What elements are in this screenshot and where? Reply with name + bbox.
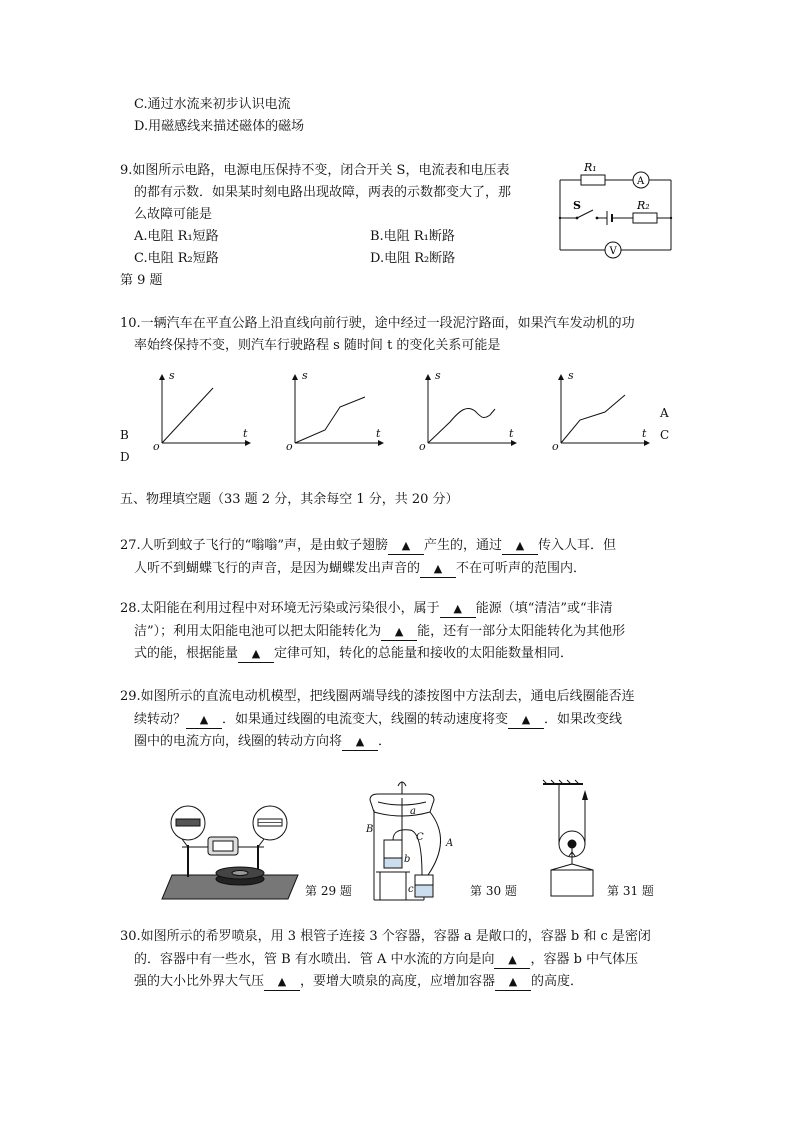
q27-text-5: 不在可听声的范围内． [456,560,587,576]
q29-text-5: 圈中的电流方向，线圈的转动方向将 [134,734,343,749]
q28 [120,598,680,666]
fountain-label-c: c [408,884,414,895]
q9-r2-label: R₂ [637,199,650,212]
q27-blank-3[interactable]: ▲ [420,561,456,578]
q9-caption: 第 9 题 [120,273,163,288]
fountain-label-A: A [446,838,454,849]
q10-label-d: D [120,450,130,464]
q10-label-a: A [660,406,669,420]
q28-blank-3[interactable]: ▲ [238,646,274,663]
q9-stem-line1: 9.如图所示电路，电源电压保持不变，闭合开关 S，电流表和电压表 [120,163,510,178]
q8-option-c: C.通过水流来初步认识电流 [134,97,291,112]
q10-g3-o: o [419,440,426,453]
q9-switch-label: S [573,199,581,212]
q10-graphs [115,365,685,465]
q30-text-1: 30.如图所示的希罗喷泉，用 3 根管子连接 3 个容器，容器 a 是敞口的，容器 b 和 c 是密闭 [120,929,651,944]
q27-text-2: 产生的，通过 [423,538,502,553]
q30-blank-2[interactable]: ▲ [264,974,300,991]
q27-blank-1[interactable]: ▲ [388,538,424,555]
q27-text-4: 人听不到蝴蝶飞行的声音，是因为蝴蝶发出声音的 [134,560,421,576]
q9-option-b: B.电阻 R₁断路 [370,229,455,244]
q29-blank-3[interactable]: ▲ [342,734,378,751]
q29-text-2: 续转动？ [134,711,187,727]
q29-text-1: 29.如图所示的直流电动机模型，把线圈两端导线的漆按图中方法刮去，通电后线圈能否连 [120,689,635,704]
q9-circuit-diagram [555,160,675,265]
q10-g2-t: t [376,427,381,440]
q9-option-d: D.电阻 R₂断路 [370,251,456,266]
q28-text-4: 能，还有一部分太阳能转化为其他形 [417,623,626,639]
q10-g3-t: t [509,427,514,440]
q28-text-5: 式的能，根据能量 [134,646,239,661]
q28-blank-2[interactable]: ▲ [381,624,417,641]
q29-blank-2[interactable]: ▲ [508,712,544,729]
q30-text-4: 强的大小比外界大气压 [134,974,265,989]
q29-text-6: ． [378,734,392,749]
q29-text-4: ．如果改变线 [544,711,623,727]
q10-g4-s: s [568,369,574,382]
q10-g4-o: o [552,440,559,453]
q10-g3-s: s [435,369,441,382]
q28-text-1: 28.太阳能在利用过程中对环境无污染或污染很小，属于 [120,601,440,616]
q29-motor-figure [160,805,300,905]
q30-text-2: 的．容器中有一些水，管 B 有水喷出．管 A 中水流的方向是向 [134,951,495,967]
q10-stem-line1: 10.一辆汽车在平直公路上沿直线向前行驶，途中经过一段泥泞路面，如果汽车发动机的功 [120,316,635,331]
q31-pulley-figure [535,778,605,902]
q29-text-3: ．如果通过线圈的电流变大，线圈的转动速度将变 [222,711,509,727]
q30-blank-1[interactable]: ▲ [494,952,530,969]
figure-caption-30: 第 30 题 [470,884,517,898]
q29-blank-1[interactable]: ▲ [186,712,222,729]
fountain-label-C: C [416,832,424,843]
q30-text-6: 的高度． [531,974,584,989]
q9-voltmeter-label: V [609,246,617,257]
q27-text-3: 传入人耳．但 [537,538,616,553]
q30-blank-3[interactable]: ▲ [495,974,531,991]
q29 [120,686,680,754]
fountain-label-B: B [366,824,374,835]
q10-g2-o: o [286,440,293,453]
fountain-label-a: a [410,806,416,817]
q9-option-c: C.电阻 R₂短路 [134,251,219,266]
figure-caption-31: 第 31 题 [607,884,654,898]
q27 [120,535,680,580]
fountain-label-b: b [404,854,411,865]
q9-stem-line3: 么故障可能是 [134,207,213,222]
q27-text-1: 27.人听到蚊子飞行的“嗡嗡”声，是由蚊子翅膀 [120,538,388,553]
q10-g2-s: s [302,369,308,382]
figure-caption-29: 第 29 题 [305,884,352,898]
q10-stem-line2: 率始终保持不变，则汽车行驶路程 s 随时间 t 的变化关系可能是 [134,338,501,353]
q10-g1-t: t [243,427,248,440]
q9-option-a: A.电阻 R₁短路 [134,229,219,244]
q28-text-6: 定律可知，转化的总能量和接收的太阳能数量相同． [274,646,574,661]
q10-g1-o: o [153,440,160,453]
q9-r1-label: R₁ [584,161,597,174]
q27-blank-2[interactable]: ▲ [502,538,538,555]
q28-text-3: 洁”）；利用太阳能电池可以把太阳能转化为 [134,623,382,639]
q30-fountain-figure [360,780,460,902]
q28-blank-1[interactable]: ▲ [440,601,476,618]
q30-text-5: ，要增大喷泉的高度，应增加容器 [300,974,496,989]
q8-option-d: D.用磁感线来描述磁体的磁场 [134,119,305,134]
q10-g1-s: s [169,369,175,382]
q30 [120,926,680,994]
q10-label-b: B [120,428,129,442]
q10-g4-t: t [642,427,647,440]
q9-ammeter-label: A [637,176,645,187]
q10-label-c: C [660,428,670,442]
q30-text-3: ，容器 b 中气体压 [530,951,639,967]
q28-text-2: 能源（填“清洁”或“非清 [475,601,613,616]
q9-stem-line2: 的都有示数．如果某时刻电路出现故障，两表的示数都变大了，那 [134,185,512,200]
section-title: 五、物理填空题（33 题 2 分，其余每空 1 分，共 20 分） [120,492,459,507]
